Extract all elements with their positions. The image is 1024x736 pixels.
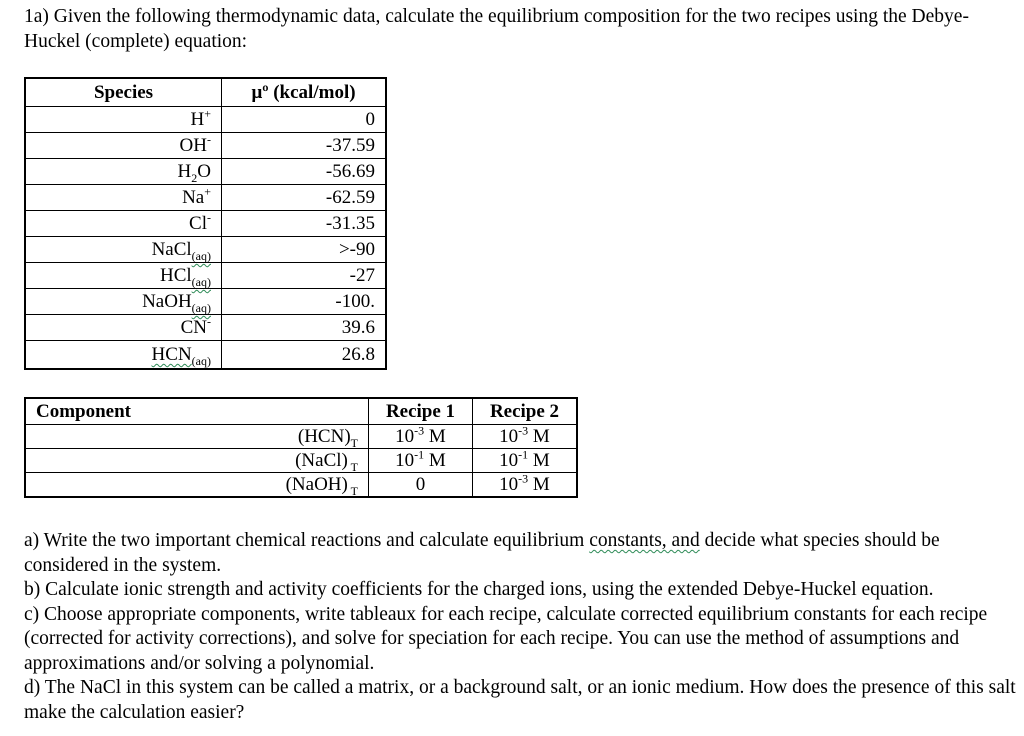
- component-header: Component: [25, 398, 369, 425]
- mu-header: μº (kcal/mol): [222, 78, 387, 107]
- question-a: a) Write the two important chemical reactions and calculate equilibrium constants, and decide what species should be considered in the system.: [24, 530, 940, 576]
- species-row: [25, 107, 386, 133]
- question-d: d) The NaCl in this system can be called a matrix, or a background salt, or an ionic medium. How does the presence of this salt make the calculation easier?: [24, 677, 1016, 723]
- species-header-row: [25, 78, 386, 107]
- problem-intro: 1a) Given the following thermodynamic data, calculate the equilibrium composition for the two recipes using the Debye-Huckel (complete) equation:: [24, 6, 969, 52]
- species-cell: NaCl$_{(aq)}$: [25, 237, 222, 263]
- recipe2-cell: $10^{-1}$ M: [473, 449, 578, 473]
- species-row: [25, 159, 386, 185]
- recipe1-cell: 0: [369, 473, 473, 498]
- species-row: [25, 133, 386, 159]
- component-row: [25, 449, 577, 473]
- species-cell: $H_2O$: [25, 159, 222, 185]
- component-row: [25, 473, 577, 498]
- recipe2-cell: $10^{-3}$ M: [473, 425, 578, 449]
- species-row: [25, 289, 386, 315]
- question-b: b) Calculate ionic strength and activity coefficients for the charged ions, using the extended Debye-Huckel equation.: [24, 579, 934, 600]
- mu-cell: -56.69: [222, 159, 387, 185]
- mu-cell: -31.35: [222, 211, 387, 237]
- species-cell: CN-: [25, 315, 222, 341]
- species-cell: NaOH$_{(aq)}$: [25, 289, 222, 315]
- recipe2-header: Recipe 2: [473, 398, 578, 425]
- component-cell: (NaCl) $_T$: [25, 449, 369, 473]
- species-header: Species: [25, 78, 222, 107]
- mu-cell: 0: [222, 107, 387, 133]
- species-cell: HCl$_{(aq)}$: [25, 263, 222, 289]
- recipe1-header: Recipe 1: [369, 398, 473, 425]
- questions-block: [24, 529, 1020, 725]
- component-row: [25, 425, 577, 449]
- component-cell: $(HCN)_T$: [25, 425, 369, 449]
- mu-cell: 39.6: [222, 315, 387, 341]
- species-row: [25, 185, 386, 211]
- recipe2-cell: $10^{-3}$ M: [473, 473, 578, 498]
- species-row: [25, 315, 386, 341]
- species-row: [25, 263, 386, 289]
- component-table: [24, 397, 578, 498]
- species-cell: $HCN_{(aq)}$: [25, 341, 222, 370]
- mu-cell: 26.8: [222, 341, 387, 370]
- species-cell: OH-: [25, 133, 222, 159]
- species-row: [25, 341, 386, 370]
- component-header-row: [25, 398, 577, 425]
- mu-cell: >-90: [222, 237, 387, 263]
- species-cell: Cl-: [25, 211, 222, 237]
- species-row: [25, 211, 386, 237]
- species-row: [25, 237, 386, 263]
- mu-cell: -37.59: [222, 133, 387, 159]
- species-table: [24, 77, 387, 370]
- recipe1-cell: $10^{-3}$ M: [369, 425, 473, 449]
- component-cell: (NaOH) $_T$: [25, 473, 369, 498]
- mu-cell: -100.: [222, 289, 387, 315]
- mu-cell: -62.59: [222, 185, 387, 211]
- species-cell: Na+: [25, 185, 222, 211]
- question-c: c) Choose appropriate components, write tableaux for each recipe, calculate corrected equilibrium constants for each recipe (corrected for activity corrections), and solve for speciation for each recipe. You can use the method of assumptions and approximations and/or solving a polynomial.: [24, 603, 988, 674]
- mu-cell: -27: [222, 263, 387, 289]
- species-cell: H+: [25, 107, 222, 133]
- recipe1-cell: $10^{-1}$ M: [369, 449, 473, 473]
